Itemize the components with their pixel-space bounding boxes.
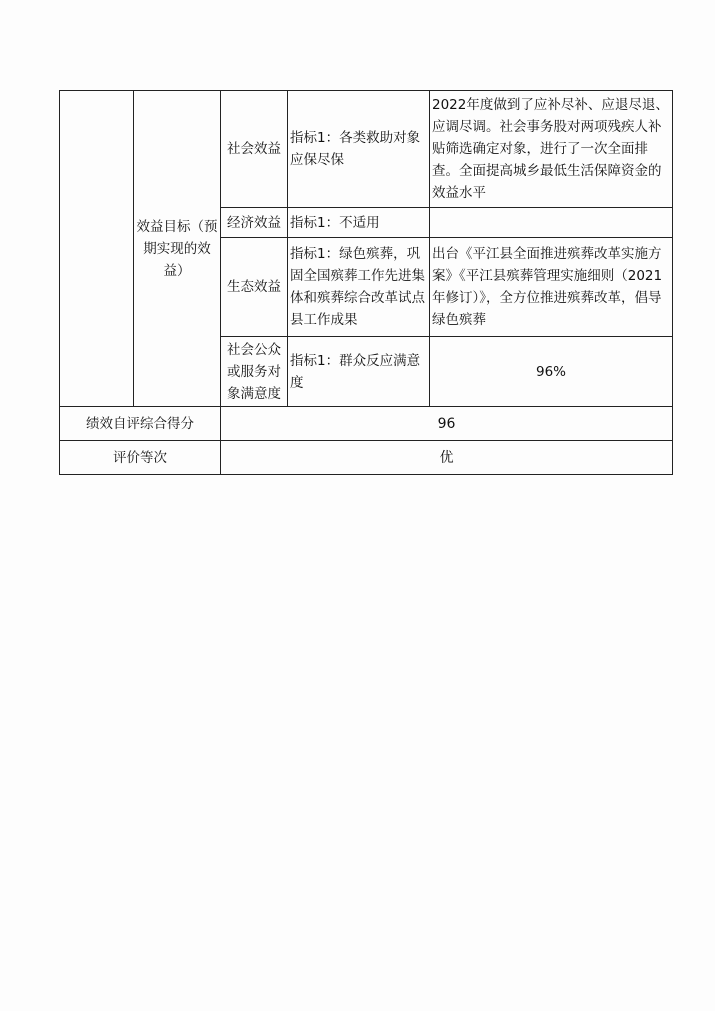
score-value: 96 [221,407,673,441]
sub-category-cell: 经济效益 [221,208,288,238]
indicator-cell: 指标1：绿色殡葬，巩固全国殡葬工作先进集体和殡葬综合改革试点县工作成果 [288,238,430,337]
grade-value: 优 [221,441,673,475]
table-row [60,91,673,208]
score-row [60,407,673,441]
sub-category-cell: 社会效益 [221,91,288,208]
performance-evaluation-table [59,90,673,475]
value-cell: 2022年度做到了应补尽补、应退尽退、应调尽调。社会事务股对两项残疾人补贴筛选确定对象，进行了一次全面排查。全面提高城乡最低生活保障资金的效益水平 [430,91,673,208]
indicator-cell: 指标1：群众反应满意度 [288,337,430,407]
value-cell: 出台《平江县全面推进殡葬改革实施方案》《平江县殡葬管理实施细则（2021年修订）》，全方位推进殡葬改革，倡导绿色殡葬 [430,238,673,337]
value-cell [430,208,673,238]
category-cell: 效益目标（预期实现的效益） [134,91,221,407]
value-cell: 96% [430,337,673,407]
indicator-cell: 指标1：各类救助对象应保尽保 [288,91,430,208]
sub-category-cell: 生态效益 [221,238,288,337]
blank-cell [60,91,134,407]
indicator-cell: 指标1：不适用 [288,208,430,238]
sub-category-cell: 社会公众或服务对象满意度 [221,337,288,407]
grade-label: 评价等次 [60,441,221,475]
grade-row [60,441,673,475]
score-label: 绩效自评综合得分 [60,407,221,441]
